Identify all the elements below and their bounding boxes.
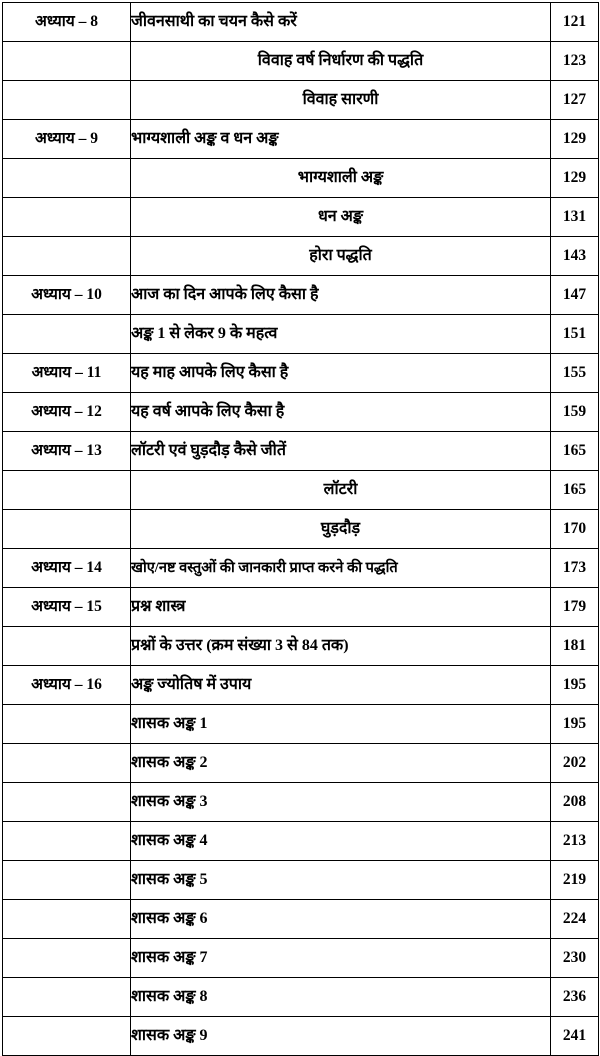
chapter-label-empty	[3, 783, 131, 822]
chapter-label: अध्याय – 9	[3, 120, 131, 159]
chapter-label: अध्याय – 11	[3, 354, 131, 393]
entry-page-number: 147	[551, 276, 599, 315]
entry-page-number: 127	[551, 81, 599, 120]
table-row	[3, 822, 599, 861]
entry-page-number: 129	[551, 159, 599, 198]
entry-page-number: 208	[551, 783, 599, 822]
entry-title[interactable]: लॉटरी एवं घुड़दौड़ कैसे जीतें	[131, 432, 551, 471]
entry-page-number: 202	[551, 744, 599, 783]
entry-title[interactable]: भाग्यशाली अङ्क	[131, 159, 551, 198]
table-row	[3, 627, 599, 666]
table-row	[3, 939, 599, 978]
entry-title[interactable]: प्रश्न शास्त्र	[131, 588, 551, 627]
table-row	[3, 393, 599, 432]
entry-title[interactable]: अङ्क 1 से लेकर 9 के महत्व	[131, 315, 551, 354]
entry-title[interactable]: शासक अङ्क 7	[131, 939, 551, 978]
table-row	[3, 471, 599, 510]
entry-page-number: 165	[551, 471, 599, 510]
chapter-label-empty	[3, 822, 131, 861]
entry-title[interactable]: यह वर्ष आपके लिए कैसा है	[131, 393, 551, 432]
table-row	[3, 744, 599, 783]
table-row	[3, 276, 599, 315]
entry-page-number: 129	[551, 120, 599, 159]
entry-title[interactable]: खोए/नष्ट वस्तुओं की जानकारी प्राप्त करने की पद्धति	[131, 549, 551, 588]
chapter-label-empty	[3, 705, 131, 744]
entry-page-number: 121	[551, 3, 599, 42]
entry-page-number: 219	[551, 861, 599, 900]
entry-title[interactable]: शासक अङ्क 4	[131, 822, 551, 861]
entry-title[interactable]: प्रश्नों के उत्तर (क्रम संख्या 3 से 84 तक)	[131, 627, 551, 666]
table-row	[3, 81, 599, 120]
entry-page-number: 230	[551, 939, 599, 978]
chapter-label-empty	[3, 237, 131, 276]
table-row	[3, 3, 599, 42]
entry-title[interactable]: अङ्क ज्योतिष में उपाय	[131, 666, 551, 705]
entry-page-number: 159	[551, 393, 599, 432]
table-row	[3, 1017, 599, 1056]
chapter-label: अध्याय – 16	[3, 666, 131, 705]
table-row	[3, 549, 599, 588]
entry-page-number: 165	[551, 432, 599, 471]
chapter-label-empty	[3, 939, 131, 978]
chapter-label-empty	[3, 81, 131, 120]
entry-title[interactable]: होरा पद्धति	[131, 237, 551, 276]
entry-title[interactable]: भाग्यशाली अङ्क व धन अङ्क	[131, 120, 551, 159]
entry-page-number: 151	[551, 315, 599, 354]
chapter-label-empty	[3, 744, 131, 783]
table-row	[3, 783, 599, 822]
entry-title[interactable]: शासक अङ्क 8	[131, 978, 551, 1017]
entry-title[interactable]: विवाह वर्ष निर्धारण की पद्धति	[131, 42, 551, 81]
entry-title[interactable]: शासक अङ्क 5	[131, 861, 551, 900]
chapter-label-empty	[3, 471, 131, 510]
table-row	[3, 315, 599, 354]
entry-page-number: 143	[551, 237, 599, 276]
entry-page-number: 195	[551, 705, 599, 744]
chapter-label: अध्याय – 8	[3, 3, 131, 42]
entry-title[interactable]: विवाह सारणी	[131, 81, 551, 120]
table-row	[3, 588, 599, 627]
table-row	[3, 198, 599, 237]
chapter-label-empty	[3, 159, 131, 198]
entry-page-number: 173	[551, 549, 599, 588]
chapter-label-empty	[3, 861, 131, 900]
chapter-label: अध्याय – 10	[3, 276, 131, 315]
entry-page-number: 236	[551, 978, 599, 1017]
toc-table	[2, 2, 599, 1056]
entry-page-number: 213	[551, 822, 599, 861]
toc-body	[3, 3, 599, 1056]
entry-title[interactable]: शासक अङ्क 2	[131, 744, 551, 783]
table-row	[3, 120, 599, 159]
table-row	[3, 861, 599, 900]
table-row	[3, 900, 599, 939]
entry-title[interactable]: शासक अङ्क 6	[131, 900, 551, 939]
table-row	[3, 978, 599, 1017]
chapter-label: अध्याय – 12	[3, 393, 131, 432]
entry-title[interactable]: जीवनसाथी का चयन कैसे करें	[131, 3, 551, 42]
table-row	[3, 432, 599, 471]
chapter-label-empty	[3, 198, 131, 237]
entry-page-number: 224	[551, 900, 599, 939]
entry-title[interactable]: शासक अङ्क 9	[131, 1017, 551, 1056]
entry-page-number: 155	[551, 354, 599, 393]
chapter-label: अध्याय – 13	[3, 432, 131, 471]
chapter-label-empty	[3, 978, 131, 1017]
table-row	[3, 42, 599, 81]
table-of-contents	[0, 2, 600, 1045]
chapter-label: अध्याय – 15	[3, 588, 131, 627]
chapter-label-empty	[3, 900, 131, 939]
chapter-label-empty	[3, 42, 131, 81]
chapter-label-empty	[3, 510, 131, 549]
entry-title[interactable]: शासक अङ्क 1	[131, 705, 551, 744]
entry-page-number: 179	[551, 588, 599, 627]
table-row	[3, 159, 599, 198]
chapter-label: अध्याय – 14	[3, 549, 131, 588]
chapter-label-empty	[3, 1017, 131, 1056]
entry-title[interactable]: लॉटरी	[131, 471, 551, 510]
entry-title[interactable]: आज का दिन आपके लिए कैसा है	[131, 276, 551, 315]
table-row	[3, 237, 599, 276]
entry-page-number: 241	[551, 1017, 599, 1056]
chapter-label-empty	[3, 627, 131, 666]
entry-page-number: 123	[551, 42, 599, 81]
entry-title[interactable]: धन अङ्क	[131, 198, 551, 237]
entry-title[interactable]: शासक अङ्क 3	[131, 783, 551, 822]
entry-title[interactable]: यह माह आपके लिए कैसा है	[131, 354, 551, 393]
table-row	[3, 705, 599, 744]
chapter-label-empty	[3, 315, 131, 354]
entry-page-number: 181	[551, 627, 599, 666]
entry-page-number: 131	[551, 198, 599, 237]
table-row	[3, 510, 599, 549]
entry-page-number: 170	[551, 510, 599, 549]
entry-title[interactable]: घुड़दौड़	[131, 510, 551, 549]
table-row	[3, 354, 599, 393]
table-row	[3, 666, 599, 705]
entry-page-number: 195	[551, 666, 599, 705]
